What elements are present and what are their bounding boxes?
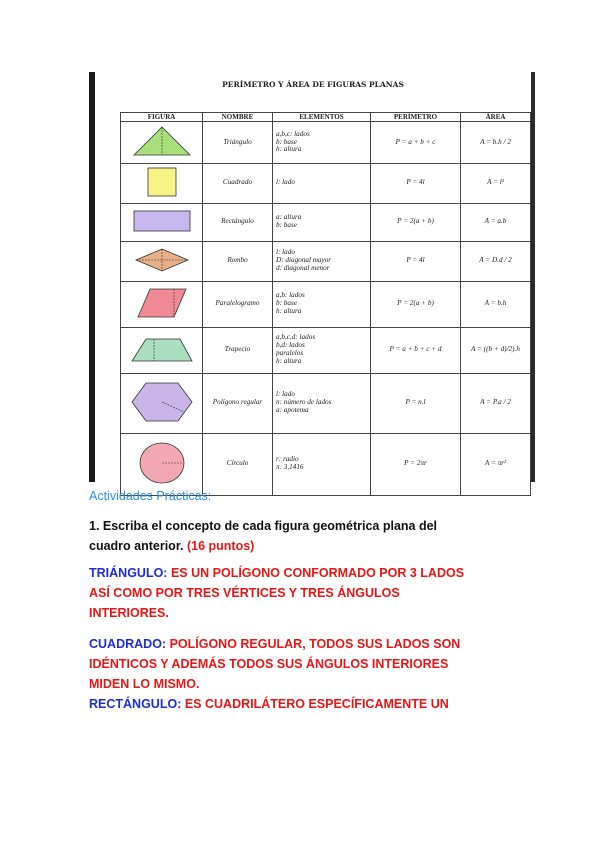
table-title: PERÍMETRO Y ÁREA DE FIGURAS PLANAS [222, 80, 404, 89]
figure-elements: a,b,c,d: lados b,d: lados paralelos h: altura [273, 327, 371, 373]
figure-perimeter: P = 2(a + b) [371, 281, 461, 327]
figure-area: A = l² [461, 163, 531, 203]
table-row [121, 327, 531, 373]
question-body: 1. Escriba el concepto de cada figura geométrica plana del cuadro anterior. [89, 519, 438, 553]
question-points: (16 puntos) [186, 539, 255, 553]
figure-elements: l: lado [273, 163, 371, 203]
figure-area: A = πr² [461, 433, 531, 495]
figure-perimeter: P = n.l [371, 373, 461, 433]
answer-square [89, 634, 479, 694]
header-perimetro: PERÍMETRO [371, 113, 461, 122]
figure-elements: a: altura b: base [273, 203, 371, 241]
figure-perimeter: P = 4l [371, 241, 461, 281]
figure-name: Trapecio [203, 327, 273, 373]
trapezoid-shape [121, 327, 203, 373]
figure-perimeter: P = 4l [371, 163, 461, 203]
figure-perimeter: P = a + b + c + d [371, 327, 461, 373]
answer-text: ES UN POLÍGONO CONFORMADO POR 3 LADOS ASÍ COMO POR TRES VÉRTICES Y TRES ÁNGULOS INTERIORES. [89, 566, 465, 620]
figure-area: A = b.h [461, 281, 531, 327]
figure-perimeter: P = 2πr [371, 433, 461, 495]
rhombus-shape [121, 241, 203, 281]
square-shape [121, 163, 203, 203]
header-figura: FIGURA [121, 113, 203, 122]
figure-name: Polígono regular [203, 373, 273, 433]
figure-elements: a,b: lados b: base h: altura [273, 281, 371, 327]
figure-name: Paralelogramo [203, 281, 273, 327]
table-row [121, 163, 531, 203]
table-row [121, 241, 531, 281]
question-text [89, 516, 469, 556]
answer-term: RECTÁNGULO: [89, 697, 182, 711]
answer-triangle [89, 563, 479, 623]
figure-area: A = a.b [461, 203, 531, 241]
triangle-shape [121, 122, 203, 164]
figure-name: Rombo [203, 241, 273, 281]
parallelogram-shape [121, 281, 203, 327]
figure-perimeter: P = a + b + c [371, 122, 461, 164]
activities-heading: Actividades Prácticas: [89, 489, 212, 503]
figure-elements: r: radio π: 3,1416 [273, 433, 371, 495]
table-row [121, 203, 531, 241]
answer-text: POLÍGONO REGULAR, TODOS SUS LADOS SON IDÉNTICOS Y ADEMÁS TODOS SUS ÁNGULOS INTERIORES MIDEN LO MISMO. [89, 637, 461, 691]
answer-text: ES CUADRILÁTERO ESPECÍFICAMENTE UN [184, 697, 449, 711]
rectangle-shape [121, 203, 203, 241]
table-row [121, 122, 531, 164]
table-row [121, 281, 531, 327]
header-elementos: ELEMENTOS [273, 113, 371, 122]
figure-name: Círculo [203, 433, 273, 495]
hexagon-shape [121, 373, 203, 433]
figure-area: A = ((b + d)/2).h [461, 327, 531, 373]
table-row [121, 373, 531, 433]
figure-name: Cuadrado [203, 163, 273, 203]
figure-name: Triángulo [203, 122, 273, 164]
formula-table-image [89, 72, 535, 482]
figure-elements: l: lado n: número de lados a: apotema [273, 373, 371, 433]
answer-term: CUADRADO: [89, 637, 167, 651]
figure-name: Rectángulo [203, 203, 273, 241]
table-header-row [121, 113, 531, 122]
figures-table [120, 112, 531, 496]
figure-elements: l: lado D: diagonal mayor d: diagonal menor [273, 241, 371, 281]
header-area: ÁREA [461, 113, 531, 122]
answer-rectangle [89, 694, 479, 714]
figure-area: A = D.d / 2 [461, 241, 531, 281]
figure-area: A = b.h / 2 [461, 122, 531, 164]
answer-term: TRIÁNGULO: [89, 566, 168, 580]
header-nombre: NOMBRE [203, 113, 273, 122]
figure-elements: a,b,c: lados b: base h: altura [273, 122, 371, 164]
figure-perimeter: P = 2(a + b) [371, 203, 461, 241]
figure-area: A = P.a / 2 [461, 373, 531, 433]
